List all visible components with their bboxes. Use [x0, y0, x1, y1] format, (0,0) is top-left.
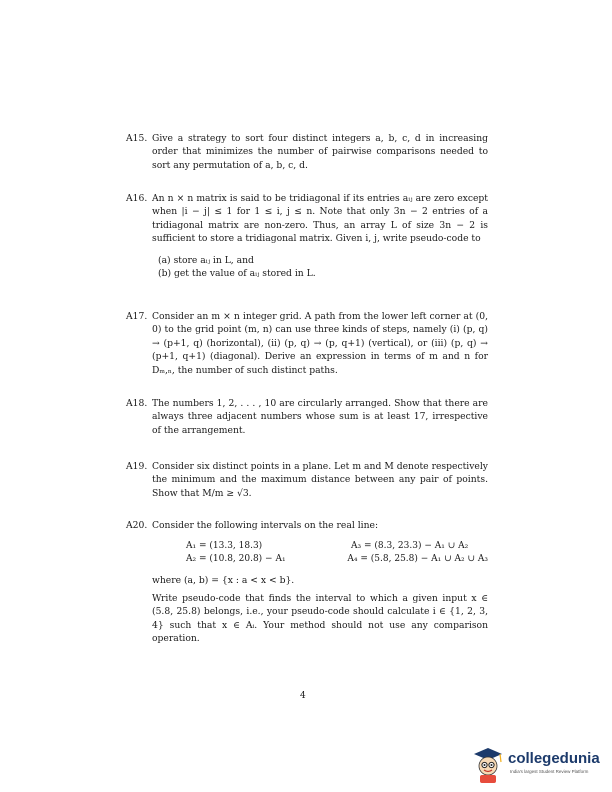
problem-text: Give a strategy to sort four distinct integers a, b, c, d in increasing order that minimizes the number of pairwise comparisons needed to sort any permutation of a, b, c, d.	[152, 133, 488, 171]
problem-intro: Consider the following intervals on the real line:	[152, 520, 379, 531]
collegedunia-logo	[470, 744, 612, 792]
problem-text: The numbers 1, 2, . . . , 10 are circularly arranged. Show that there are always three adjacent numbers whose sum is at least 17, irrespective of the arrangement.	[152, 398, 488, 436]
problem-label: A18.	[126, 398, 148, 409]
problem-text: Consider six distinct points in a plane. Let m and M denote respectively the minimum and the maximum distance between any pair of points. Show that M/m ≥ √3.	[152, 461, 488, 499]
problem-label: A15.	[126, 133, 148, 144]
logo-wordmark: collegedunia	[508, 750, 600, 767]
problem-task: Write pseudo-code that finds the interval to which a given input x ∈ (5.8, 25.8) belongs, i.e., your pseudo-code should calculate i ∈ {1, 2, 3, 4} such that x ∈ Aᵢ. Your method should not use any comparison operation.	[152, 592, 488, 645]
page-number: 4	[300, 691, 306, 701]
problem-a20	[126, 519, 488, 645]
problem-a17	[126, 310, 488, 377]
interval-a4: A₄ = (5.8, 25.8) − A₁ ∪ A₂ ∪ A₃	[347, 554, 488, 565]
interval-a1: A₁ = (13.3, 18.3)	[186, 541, 263, 552]
interval-definitions	[186, 540, 488, 566]
problem-text: Consider an m × n integer grid. A path from the lower left corner at (0, 0) to the grid point (m, n) can use three kinds of steps, namely (i) (p, q) → (p+1, q) (horizontal), (ii) (p, q) → (p, q+1) (vertical), or (iii) (p, q) → (p+1, q+1) (diagonal). Derive an expression in terms of m and n for Dₘ,ₙ, the number of such distinct paths.	[152, 311, 488, 376]
interval-a3: A₃ = (8.3, 23.3) − A₁ ∪ A₂	[351, 541, 469, 552]
problem-a16	[126, 192, 488, 280]
problem-a18	[126, 397, 488, 437]
problem-label: A19.	[126, 461, 148, 472]
problem-label: A20.	[126, 520, 148, 531]
problem-label: A17.	[126, 311, 148, 322]
problem-label: A16.	[126, 193, 148, 204]
problem-a19	[126, 460, 488, 500]
interval-a2: A₂ = (10.8, 20.8) − A₁	[186, 554, 286, 565]
subpart-b: (b) get the value of aᵢⱼ stored in L.	[158, 268, 316, 280]
graduate-mascot-icon	[470, 744, 506, 784]
problem-a15	[126, 132, 488, 172]
problem-text: An n × n matrix is said to be tridiagonal if its entries aᵢⱼ are zero except when |i − j| ≤ 1 for 1 ≤ i, j ≤ n. Note that only 3n − 2 entries of a tridiagonal matrix are non-zero. Thus, an array L of size 3n − 2 is sufficient to store a tridiagonal matrix. Given i, j, write pseudo-code to	[152, 193, 488, 245]
interval-notation: where (a, b) = {x : a < x < b}.	[152, 575, 295, 587]
logo-tagline: India's largest Student Review Platform	[510, 769, 589, 774]
subpart-a: (a) store aᵢⱼ in L, and	[158, 254, 254, 266]
